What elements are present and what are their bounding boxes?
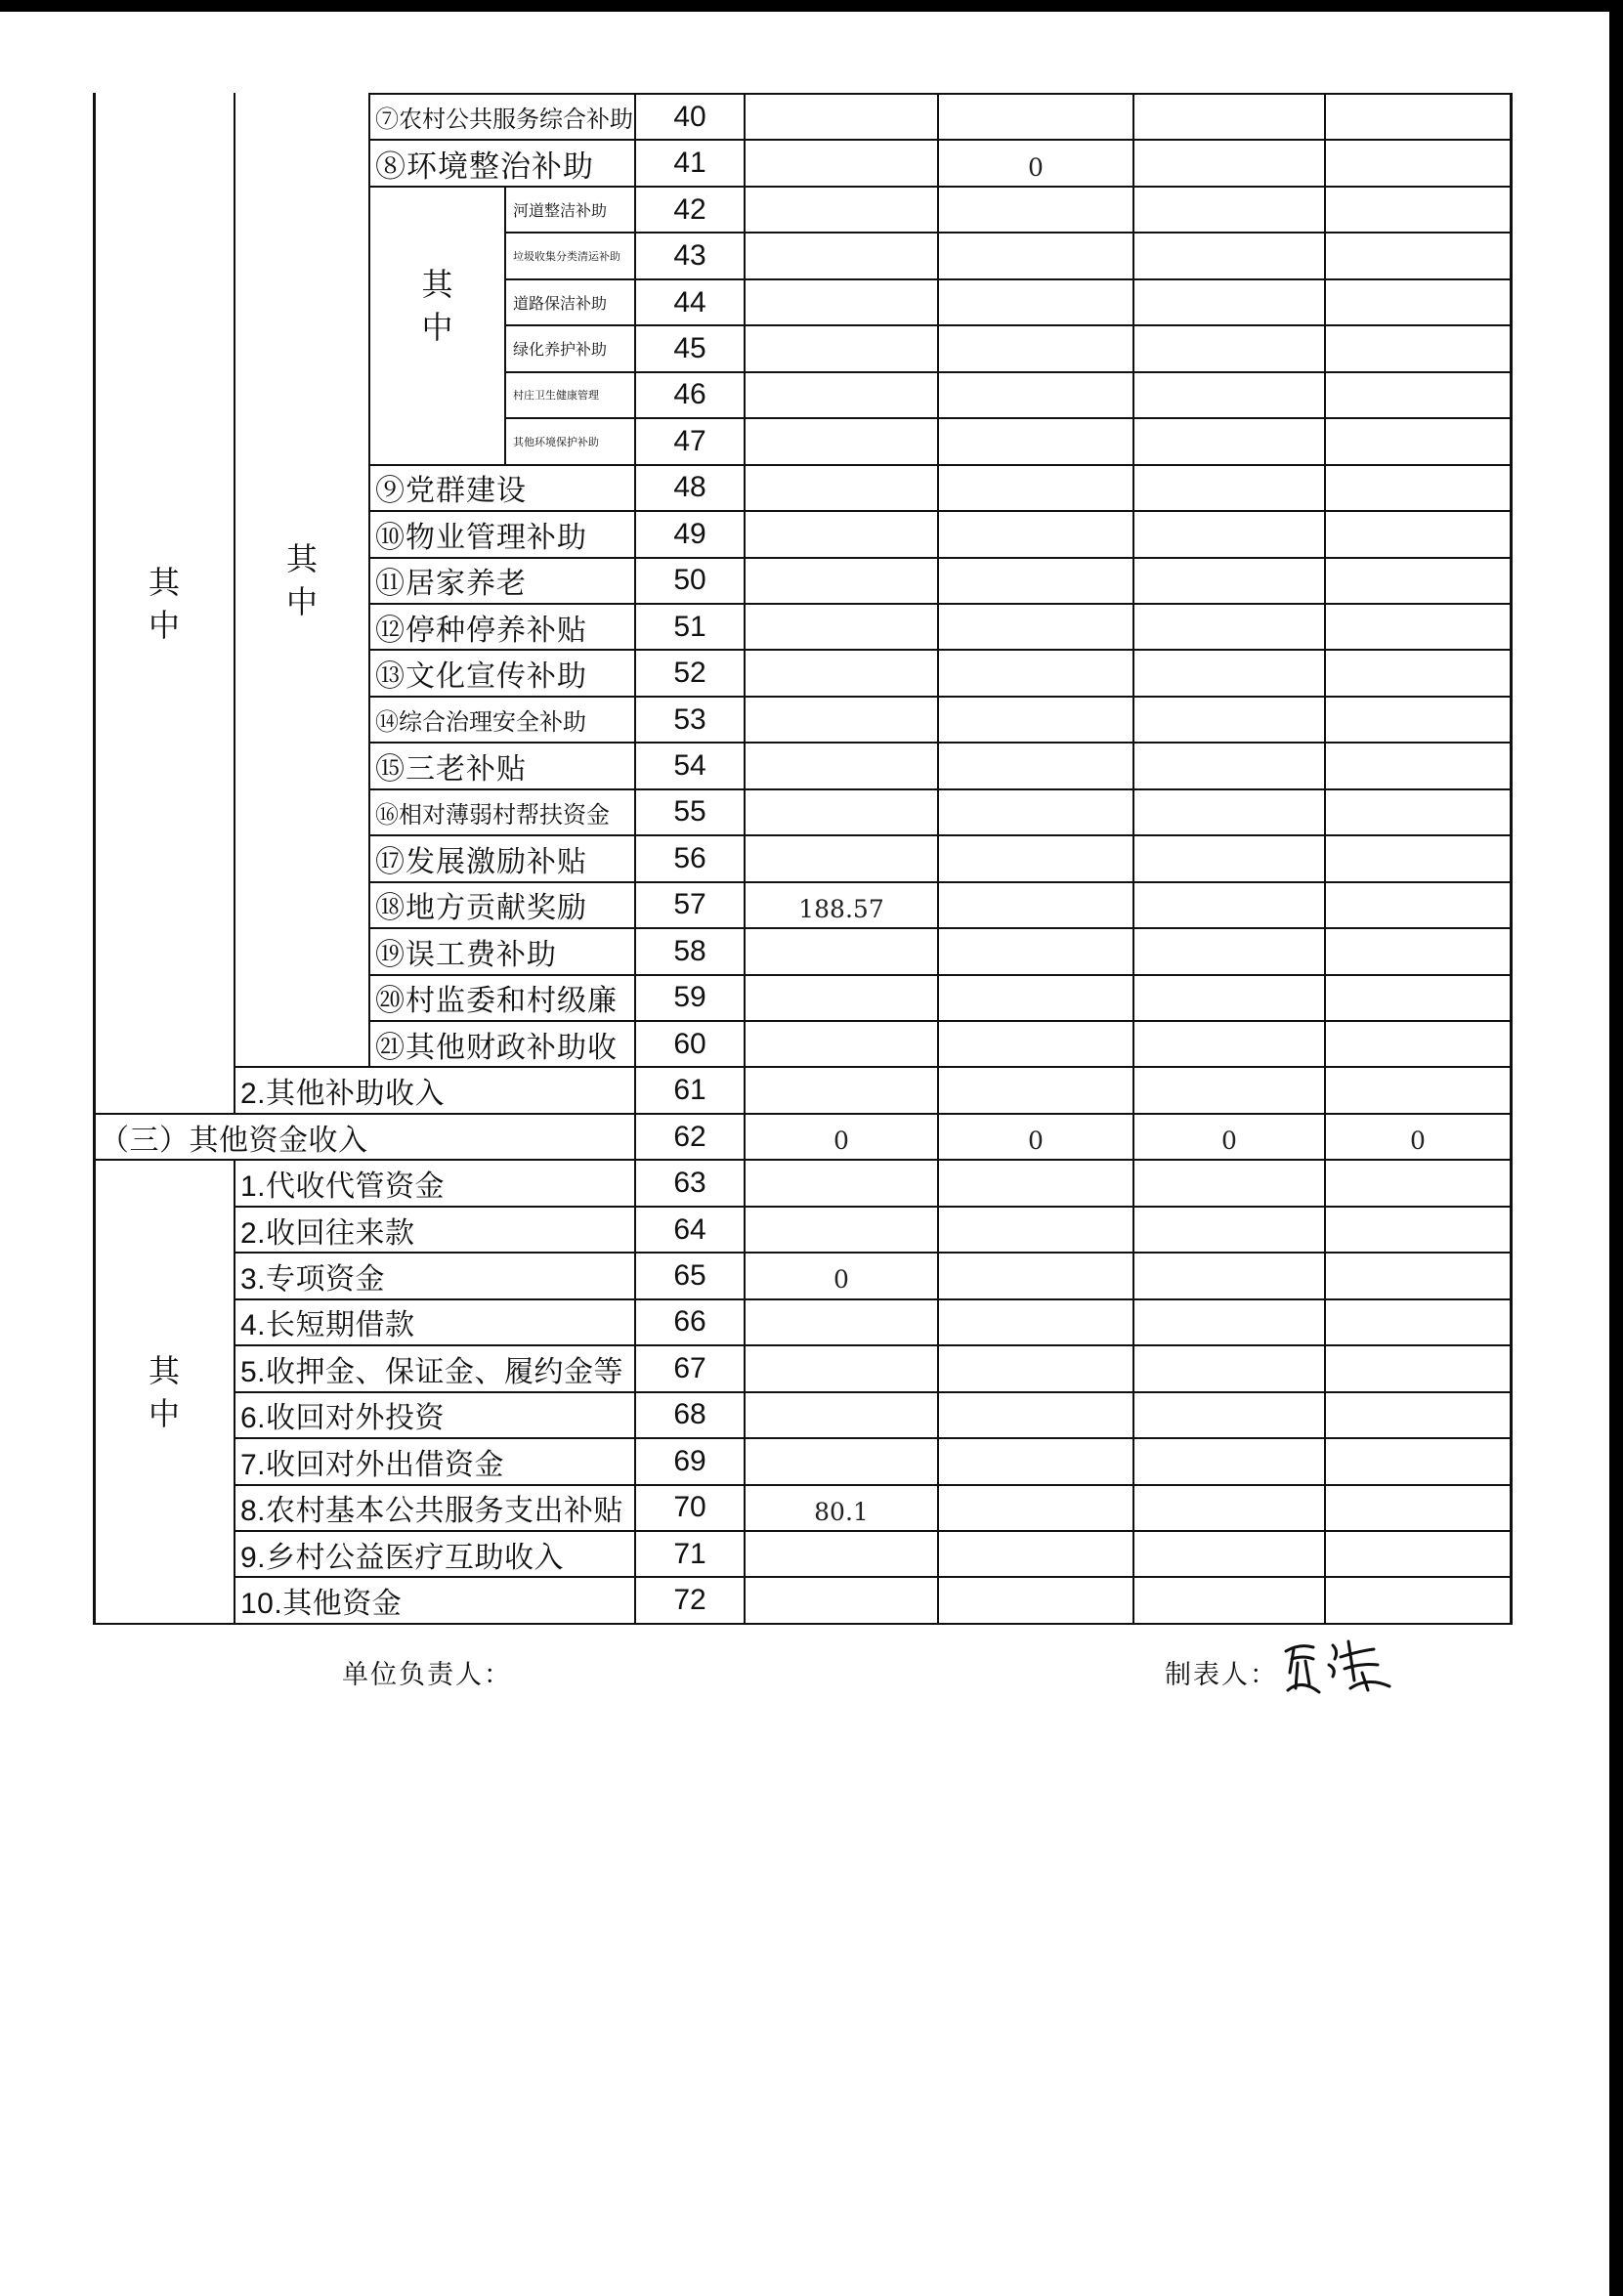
value-cell-col1 <box>745 793 938 839</box>
value-cell-col3 <box>1133 1256 1325 1302</box>
row-label: 8.农村基本公共服务支出补贴 <box>240 1495 624 1528</box>
value-cell-col2 <box>938 1303 1133 1349</box>
row-number: 57 <box>673 888 706 921</box>
row-number: 60 <box>673 1027 706 1060</box>
row-label: 河道整洁补助 <box>513 201 608 221</box>
value-cell-col3 <box>1133 562 1325 608</box>
row-label: ⑬文化宣传补助 <box>375 659 587 695</box>
value-cell-col2 <box>938 236 1133 282</box>
value-cell-col4 <box>1325 1303 1511 1349</box>
value-cell-col3 <box>1133 1071 1325 1117</box>
value-cell-col2 <box>938 1442 1133 1488</box>
row-number: 40 <box>673 100 706 133</box>
value-cell-col2 <box>938 608 1133 654</box>
row-number: 44 <box>673 285 706 319</box>
value-cell-col1 <box>745 1211 938 1256</box>
value-cell-col1 <box>745 376 938 422</box>
value-cell-col1 <box>745 236 938 282</box>
row-number: 62 <box>673 1120 706 1153</box>
row-number: 42 <box>673 192 706 226</box>
value-cell-col1 <box>745 283 938 329</box>
table-rule-v <box>234 93 235 1115</box>
row-number: 56 <box>673 841 706 874</box>
row-label: ⑳村监委和村级廉 <box>375 984 618 1019</box>
value-cell-col3 <box>1133 839 1325 885</box>
row-label: 5.收押金、保证金、履约金等 <box>240 1355 624 1388</box>
row-label: ⑲误工费补助 <box>375 937 557 972</box>
value-cell-col3 <box>1133 1442 1325 1488</box>
row-label: 10.其他资金 <box>240 1588 403 1621</box>
value-cell-col3 <box>1133 1535 1325 1581</box>
value-cell-col2 <box>938 793 1133 839</box>
value-cell-col1 <box>745 1581 938 1627</box>
value-cell-col2: 0 <box>1028 152 1044 182</box>
value-cell-col2 <box>938 515 1133 561</box>
value-cell-col4 <box>1325 1442 1511 1488</box>
value-cell-col3 <box>1133 746 1325 792</box>
row-label: 6.收回对外投资 <box>240 1402 446 1435</box>
value-cell-col4 <box>1325 236 1511 282</box>
value-cell-col1 <box>745 979 938 1025</box>
row-label: 9.乡村公益医疗互助收入 <box>240 1541 565 1574</box>
value-cell-col3 <box>1133 1303 1325 1349</box>
row-label: ⑦农村公共服务综合补助 <box>375 106 633 134</box>
value-cell-col4 <box>1325 191 1511 236</box>
value-cell-col4 <box>1325 839 1511 885</box>
value-cell-col4 <box>1325 329 1511 375</box>
value-cell-col1 <box>745 191 938 236</box>
row-number: 58 <box>673 934 706 967</box>
value-cell-col4 <box>1325 1396 1511 1442</box>
value-cell-col1 <box>745 1349 938 1395</box>
value-cell-col2 <box>938 422 1133 468</box>
value-cell-col4 <box>1325 1071 1511 1117</box>
row-label: ⑭综合治理安全补助 <box>375 708 586 737</box>
value-cell-col1 <box>745 932 938 978</box>
row-label: 1.代收代管资金 <box>240 1170 446 1204</box>
row-label: ⑯相对薄弱村帮扶资金 <box>375 800 610 829</box>
value-cell-col2 <box>938 701 1133 746</box>
value-cell-col1: 80.1 <box>814 1497 869 1526</box>
value-cell-col1 <box>745 1396 938 1442</box>
value-cell-col1 <box>745 1535 938 1581</box>
row-label: 2.其他补助收入 <box>240 1078 446 1111</box>
row-number: 71 <box>673 1537 706 1570</box>
row-number: 66 <box>673 1305 706 1339</box>
preparer-label: 制表人： <box>1165 1660 1278 1690</box>
row-label: ㉑其他财政补助收 <box>375 1030 618 1065</box>
row-number: 49 <box>673 517 706 550</box>
value-cell-col4 <box>1325 654 1511 700</box>
row-label: 其他环境保护补助 <box>513 435 599 448</box>
value-cell-col2 <box>938 376 1133 422</box>
row-label: ⑩物业管理补助 <box>375 520 587 555</box>
value-cell-col3 <box>1133 1396 1325 1442</box>
value-cell-col2 <box>938 98 1133 144</box>
value-cell-col1 <box>745 1164 938 1210</box>
row-label: 垃圾收集分类清运补助 <box>513 250 620 264</box>
value-cell-col2 <box>938 469 1133 515</box>
table-rule-v <box>93 93 96 1625</box>
row-label: ⑪居家养老 <box>375 567 527 602</box>
value-cell-col1 <box>745 144 938 190</box>
value-cell-col1 <box>745 1071 938 1117</box>
value-cell-col2 <box>938 1164 1133 1210</box>
value-cell-col3 <box>1133 236 1325 282</box>
value-cell-col4 <box>1325 1535 1511 1581</box>
row-number: 70 <box>673 1491 706 1524</box>
row-number: 65 <box>673 1258 706 1292</box>
row-number: 53 <box>673 702 706 736</box>
group-label-env: 其 中 <box>421 266 453 347</box>
row-number: 51 <box>673 610 706 643</box>
row-number: 67 <box>673 1351 706 1384</box>
value-cell-col2: 0 <box>1028 1127 1044 1156</box>
row-number: 64 <box>673 1212 706 1246</box>
row-label: ⑧环境整治补助 <box>375 149 594 185</box>
value-cell-col3 <box>1133 979 1325 1025</box>
value-cell-col3 <box>1133 283 1325 329</box>
table-rule-v <box>234 1159 235 1625</box>
group-label-inner: 其 中 <box>285 540 318 621</box>
value-cell-col4 <box>1325 746 1511 792</box>
value-cell-col4 <box>1325 283 1511 329</box>
value-cell-col1 <box>745 1025 938 1071</box>
value-cell-col2 <box>938 886 1133 932</box>
group-label-other-funds: 其 中 <box>148 1351 180 1432</box>
value-cell-col1 <box>745 701 938 746</box>
value-cell-col3 <box>1133 1489 1325 1535</box>
value-cell-col4 <box>1325 422 1511 468</box>
row-label: 7.收回对外出借资金 <box>240 1448 505 1481</box>
value-cell-col1 <box>745 98 938 144</box>
table-rule-v <box>368 93 370 1068</box>
row-label: 道路保洁补助 <box>513 294 608 314</box>
value-cell-col4 <box>1325 515 1511 561</box>
preparer-signature <box>1280 1630 1397 1698</box>
row-number: 61 <box>673 1074 706 1107</box>
row-number: 72 <box>673 1584 706 1617</box>
value-cell-col4 <box>1325 608 1511 654</box>
value-cell-col4 <box>1325 144 1511 190</box>
row-number: 50 <box>673 564 706 597</box>
table-rule-v <box>504 186 506 466</box>
row-label: ⑰发展激励补贴 <box>375 844 587 879</box>
value-cell-col3 <box>1133 144 1325 190</box>
value-cell-col2 <box>938 654 1133 700</box>
value-cell-col3 <box>1133 1164 1325 1210</box>
value-cell-col2 <box>938 979 1133 1025</box>
value-cell-col2 <box>938 746 1133 792</box>
value-cell-col3 <box>1133 1349 1325 1395</box>
value-cell-col3 <box>1133 422 1325 468</box>
value-cell-col2 <box>938 1256 1133 1302</box>
value-cell-col1 <box>745 422 938 468</box>
value-cell-col2 <box>938 1489 1133 1535</box>
value-cell-col2 <box>938 191 1133 236</box>
value-cell-col1: 188.57 <box>798 894 884 923</box>
unit-head-label: 单位负责人： <box>342 1660 512 1690</box>
row-label: 4.长短期借款 <box>240 1309 415 1342</box>
value-cell-col1: 0 <box>833 1127 849 1156</box>
value-cell-col3 <box>1133 191 1325 236</box>
value-cell-col1 <box>745 839 938 885</box>
value-cell-col1 <box>745 1442 938 1488</box>
value-cell-col2 <box>938 1349 1133 1395</box>
value-cell-col4 <box>1325 1349 1511 1395</box>
value-cell-col4 <box>1325 562 1511 608</box>
value-cell-col4: 0 <box>1410 1127 1426 1156</box>
value-cell-col1 <box>745 562 938 608</box>
value-cell-col3 <box>1133 793 1325 839</box>
value-cell-col3 <box>1133 1025 1325 1071</box>
value-cell-col2 <box>938 1025 1133 1071</box>
value-cell-col4 <box>1325 376 1511 422</box>
value-cell-col2 <box>938 283 1133 329</box>
value-cell-col3 <box>1133 1211 1325 1256</box>
value-cell-col4 <box>1325 1211 1511 1256</box>
value-cell-col3 <box>1133 654 1325 700</box>
row-number: 68 <box>673 1398 706 1431</box>
value-cell-col2 <box>938 932 1133 978</box>
value-cell-col4 <box>1325 1581 1511 1627</box>
value-cell-col3 <box>1133 701 1325 746</box>
value-cell-col1: 0 <box>833 1265 849 1295</box>
value-cell-col1 <box>745 746 938 792</box>
row-label: ⑮三老补贴 <box>375 752 527 787</box>
value-cell-col2 <box>938 839 1133 885</box>
value-cell-col3 <box>1133 886 1325 932</box>
row-number: 46 <box>673 378 706 411</box>
value-cell-col3 <box>1133 515 1325 561</box>
row-number: 52 <box>673 657 706 690</box>
row-number: 48 <box>673 471 706 504</box>
row-label: 绿化养护补助 <box>513 340 608 360</box>
row-number: 54 <box>673 749 706 783</box>
row-number: 47 <box>673 424 706 457</box>
value-cell-col3 <box>1133 608 1325 654</box>
value-cell-col2 <box>938 1581 1133 1627</box>
value-cell-col2 <box>938 1071 1133 1117</box>
group-label-outer: 其 中 <box>148 563 180 644</box>
value-cell-col2 <box>938 1396 1133 1442</box>
row-label: 村庄卫生健康管理 <box>513 389 599 403</box>
value-cell-col2 <box>938 329 1133 375</box>
row-number: 69 <box>673 1444 706 1477</box>
value-cell-col2 <box>938 1211 1133 1256</box>
value-cell-col4 <box>1325 1256 1511 1302</box>
value-cell-col3 <box>1133 1581 1325 1627</box>
value-cell-col3: 0 <box>1221 1127 1237 1156</box>
row-label: 3.专项资金 <box>240 1262 386 1296</box>
value-cell-col3 <box>1133 469 1325 515</box>
row-number: 59 <box>673 981 706 1014</box>
row-number: 63 <box>673 1167 706 1200</box>
row-label: ⑨党群建设 <box>375 474 527 509</box>
value-cell-col3 <box>1133 932 1325 978</box>
value-cell-col1 <box>745 608 938 654</box>
row-number: 45 <box>673 331 706 364</box>
row-label: （三）其他资金收入 <box>100 1124 368 1157</box>
value-cell-col4 <box>1325 701 1511 746</box>
row-label: ⑱地方贡献奖励 <box>375 891 587 926</box>
value-cell-col3 <box>1133 329 1325 375</box>
value-cell-col3 <box>1133 98 1325 144</box>
row-number: 43 <box>673 239 706 273</box>
value-cell-col4 <box>1325 1489 1511 1535</box>
value-cell-col4 <box>1325 1164 1511 1210</box>
value-cell-col4 <box>1325 98 1511 144</box>
value-cell-col1 <box>745 654 938 700</box>
value-cell-col4 <box>1325 979 1511 1025</box>
row-label: ⑫停种停养补贴 <box>375 613 587 648</box>
value-cell-col4 <box>1325 886 1511 932</box>
row-number: 41 <box>673 147 706 180</box>
value-cell-col1 <box>745 1303 938 1349</box>
value-cell-col4 <box>1325 469 1511 515</box>
value-cell-col2 <box>938 562 1133 608</box>
value-cell-col1 <box>745 469 938 515</box>
value-cell-col4 <box>1325 932 1511 978</box>
row-label: 2.收回往来款 <box>240 1216 415 1250</box>
value-cell-col2 <box>938 1535 1133 1581</box>
value-cell-col1 <box>745 329 938 375</box>
row-number: 55 <box>673 795 706 829</box>
value-cell-col1 <box>745 515 938 561</box>
value-cell-col4 <box>1325 793 1511 839</box>
value-cell-col4 <box>1325 1025 1511 1071</box>
value-cell-col3 <box>1133 376 1325 422</box>
